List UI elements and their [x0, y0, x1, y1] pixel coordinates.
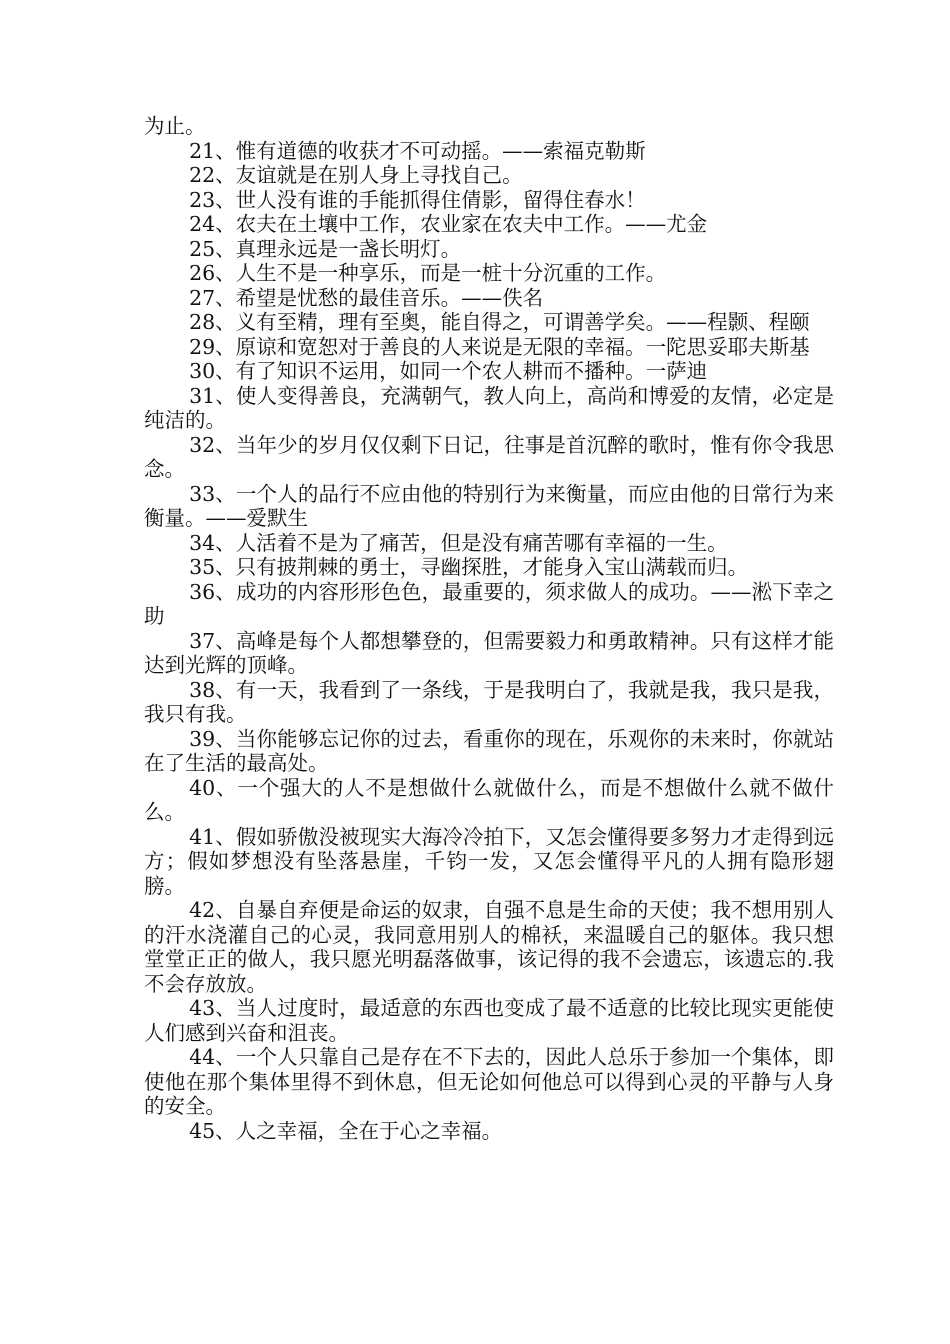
quote-item-26: 26、人生不是一种享乐，而是一桩十分沉重的工作。: [189, 261, 667, 285]
quote-item-33: 33、一个人的品行不应由他的特别行为来衡量，而应由他的日常行为来衡量。——爱默生: [144, 481, 834, 530]
quote-item-36: 36、成功的内容形形色色，最重要的，须求做人的成功。——淞下幸之助: [144, 579, 834, 628]
continued-line: 为止。: [144, 114, 206, 138]
quote-item-27: 27、希望是忧愁的最佳音乐。——佚名: [189, 285, 544, 310]
quote-item-31: 31、使人变得善良，充满朝气，教人向上，高尚和博爱的友情，必定是纯洁的。: [144, 383, 834, 432]
quote-item-45: 45、人之幸福，全在于心之幸福。: [189, 1118, 503, 1143]
quote-item-35: 35、只有披荆棘的勇士，寻幽探胜，才能身入宝山满载而归。: [189, 555, 749, 579]
quote-item-42: 42、自暴自弃便是命运的奴隶，自强不息是生命的天使；我不想用别人的汗水浇灌自己的心灵，我同意用别人的棉袄，来温暖自己的躯体。我只想堂堂正正的做人，我只愿光明磊落做事，该记得的我不会遗忘，该遗忘的.我不会存放放。: [144, 898, 834, 996]
quote-item-22: 22、友谊就是在别人身上寻找自己。: [189, 163, 523, 187]
quote-list: [144, 114, 834, 1143]
quote-item-21: 21、惟有道德的收获才不可动摇。——索福克勒斯: [189, 138, 646, 163]
quote-item-34: 34、人活着不是为了痛苦，但是没有痛苦哪有幸福的一生。: [189, 530, 728, 555]
quote-item-37: 37、高峰是每个人都想攀登的，但需要毅力和勇敢精神。只有这样才能达到光辉的顶峰。: [144, 628, 834, 677]
quote-item-44: 44、一个人只靠自己是存在不下去的，因此人总乐于参加一个集体，即使他在那个集体里得不到休息，但无论如何他总可以得到心灵的平静与人身的安全。: [144, 1045, 834, 1118]
quote-item-41: 41、假如骄傲没被现实大海冷冷拍下，又怎会懂得要多努力才走得到远方；假如梦想没有坠落悬崖，千钧一发，又怎会懂得平凡的人拥有隐形翅膀。: [144, 824, 834, 898]
quote-item-29: 29、原谅和宽恕对于善良的人来说是无限的幸福。一陀思妥耶夫斯基: [189, 334, 810, 359]
quote-item-32: 32、当年少的岁月仅仅剩下日记，往事是首沉醉的歌时，惟有你令我思念。: [144, 432, 834, 481]
quote-item-39: 39、当你能够忘记你的过去，看重你的现在，乐观你的未来时，你就站在了生活的最高处。: [144, 726, 834, 775]
quote-item-43: 43、当人过度时，最适意的东西也变成了最不适意的比较比现实更能使人们感到兴奋和沮丧。: [144, 996, 834, 1045]
quote-item-28: 28、义有至精，理有至奥，能自得之，可谓善学矣。——程颢、程颐: [189, 310, 810, 334]
quote-item-38: 38、有一天，我看到了一条线，于是我明白了，我就是我，我只是我，我只有我。: [144, 677, 834, 726]
quote-item-40: 40、一个强大的人不是想做什么就做什么，而是不想做什么就不做什么。: [144, 775, 834, 824]
quote-item-30: 30、有了知识不运用，如同一个农人耕而不播种。一萨迪: [189, 359, 708, 383]
quote-item-25: 25、真理永远是一盏长明灯。: [189, 236, 462, 261]
quote-item-24: 24、农夫在土壤中工作，农业家在农夫中工作。——尤金: [189, 212, 708, 236]
quote-item-23: 23、世人没有谁的手能抓得住倩影，留得住春水！: [189, 187, 646, 212]
